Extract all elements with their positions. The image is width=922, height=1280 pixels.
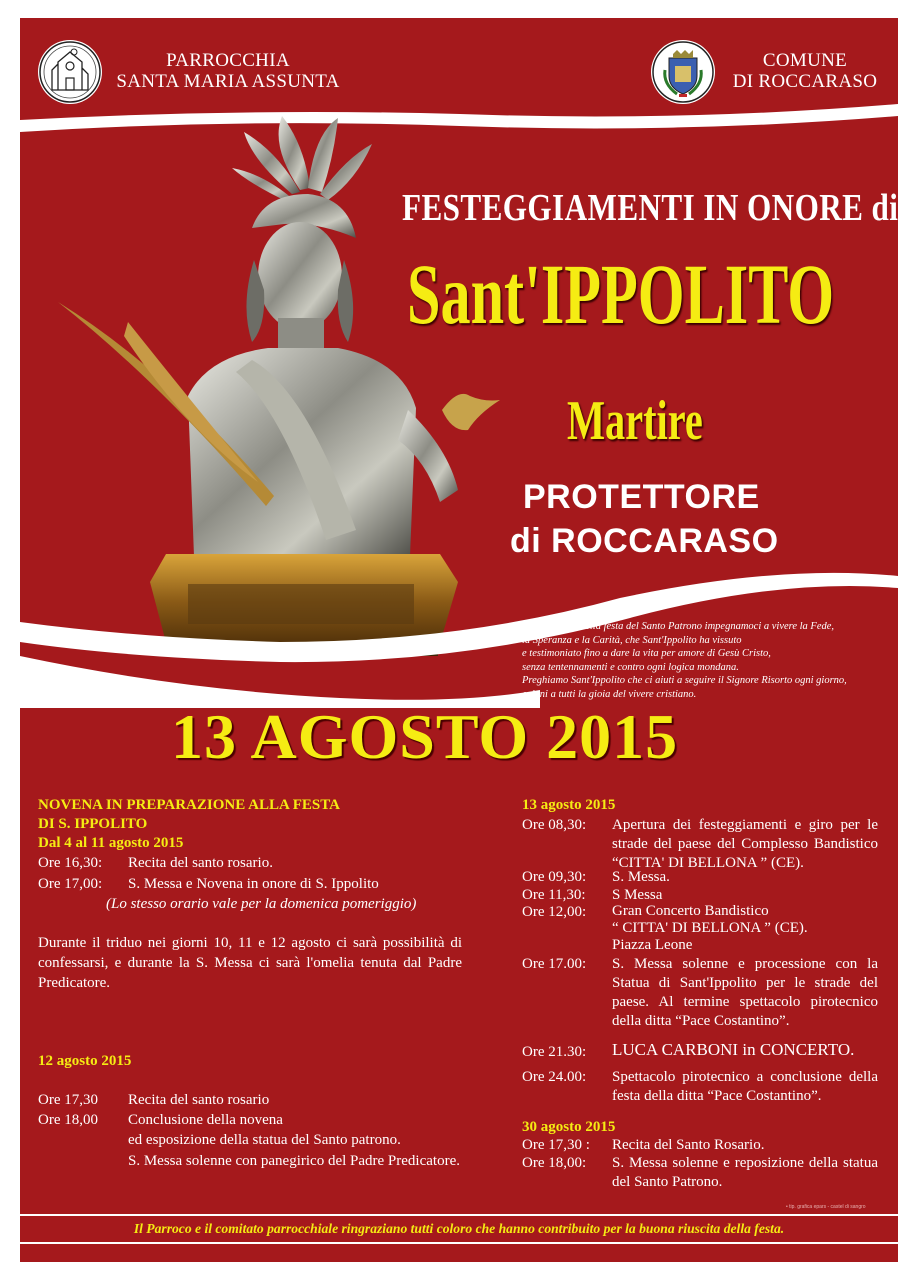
parish-name xyxy=(108,50,348,92)
parish-line1: PARROCCHIA xyxy=(166,50,290,71)
schedule-time: Ore 17,00: xyxy=(38,876,103,892)
day13-title: 13 agosto 2015 xyxy=(522,797,616,813)
schedule-desc: Recita del santo rosario. xyxy=(128,855,273,871)
footer-band xyxy=(20,1214,898,1244)
schedule-time: Ore 18,00 xyxy=(38,1112,98,1128)
main-date: 13 AGOSTO 2015 xyxy=(171,701,679,772)
prayer-line: In prossimità della festa del Santo Patrono impegnamoci a vivere la Fede, xyxy=(522,621,835,632)
prayer-line: e testimoniato fino a dare la vita per amore di Gesù Cristo, xyxy=(522,648,771,660)
schedule-time: Ore 17.00: xyxy=(522,956,587,972)
schedule-desc: S. Messa e Novena in onore di S. Ippolito xyxy=(128,876,379,892)
schedule-desc: Conclusione della novena xyxy=(128,1112,283,1128)
comune-coat-of-arms-icon xyxy=(651,40,715,104)
novena-dates: Dal 4 al 11 agosto 2015 xyxy=(38,835,184,851)
parish-line2: SANTA MARIA ASSUNTA xyxy=(116,71,340,92)
prayer-text xyxy=(522,620,847,702)
schedule-time: Ore 11,30: xyxy=(522,887,586,903)
printer-credit: • tip. grafica epars - castel di sangro xyxy=(786,1204,866,1210)
comune-line1: COMUNE xyxy=(762,50,848,71)
schedule-row xyxy=(38,1091,458,1110)
schedule-desc: S Messa xyxy=(612,887,663,903)
schedule-desc: Spettacolo pirotecnico a conclusione della festa della ditta “Pace Costantino”. xyxy=(612,1069,878,1104)
schedule-row xyxy=(38,1111,458,1130)
schedule-time: Ore 12,00: xyxy=(522,904,587,920)
schedule-continuation: ed esposizione della statua del Santo patrono. xyxy=(128,1132,401,1148)
schedule-time: Ore 24.00: xyxy=(522,1069,587,1085)
prayer-line: la Speranza e la Carità, che Sant'Ippolito ha vissuto xyxy=(522,634,742,646)
schedule-desc: S. Messa solenne e processione con la Statua di Sant'Ippolito per le strade del paese. Al termine spettacolo pirotecnico della ditta “Pace Costantino”. xyxy=(612,956,878,1029)
novena-title-line2: DI S. IPPOLITO xyxy=(38,816,148,832)
schedule-desc xyxy=(612,903,878,954)
schedule-time: Ore 18,00: xyxy=(522,1155,587,1171)
schedule-time: Ore 17,30 : xyxy=(522,1137,590,1153)
saint-name: Sant'IPPOLITO xyxy=(407,246,835,342)
day12-title: 12 agosto 2015 xyxy=(38,1053,132,1069)
schedule-desc-line: strade del paese del Complesso Bandistico xyxy=(612,836,878,852)
schedule-desc-line: Gran Concerto Bandistico xyxy=(612,903,769,919)
schedule-desc-line: Piazza Leone xyxy=(612,937,693,953)
day30-title: 30 agosto 2015 xyxy=(522,1119,616,1135)
concert-desc: LUCA CARBONI in CONCERTO. xyxy=(612,1040,855,1059)
schedule-desc: S. Messa. xyxy=(612,869,670,885)
schedule-row xyxy=(38,854,458,873)
schedule-desc-line: “ CITTA' DI BELLONA ” (CE). xyxy=(612,920,808,936)
schedule-continuation: S. Messa solenne con panegirico del Padre Predicatore. xyxy=(128,1153,460,1169)
schedule-time: Ore 21.30: xyxy=(522,1044,587,1060)
protettore-label: PROTETTORE xyxy=(523,478,760,516)
comune-line2: DI ROCCARASO xyxy=(732,71,878,92)
schedule-desc xyxy=(612,816,878,873)
schedule-desc-line: Apertura dei festeggiamenti e giro per le xyxy=(612,817,878,833)
triduo-paragraph: Durante il triduo nei giorni 10, 11 e 12 agosto ci sarà possibilità di confessarsi, e durante la S. Messa ci sarà l'omelia tenuta dal Padre Predicatore. xyxy=(38,935,462,991)
schedule-desc: S. Messa solenne e reposizione della statua del Santo Patrono. xyxy=(612,1155,878,1190)
prayer-line: e doni a tutti la gioia del vivere cristiano. xyxy=(522,688,697,700)
parish-church-logo-icon xyxy=(38,40,102,104)
footer-thanks: Il Parroco e il comitato parrocchiale ringraziano tutti coloro che hanno contribuito per la buona riuscita della festa. xyxy=(133,1221,785,1236)
poster xyxy=(20,18,898,1262)
schedule-time: Ore 08,30: xyxy=(522,817,587,833)
festivities-heading: FESTEGGIAMENTI IN ONORE di xyxy=(402,187,898,229)
schedule-time: Ore 17,30 xyxy=(38,1092,98,1108)
martire-label: Martire xyxy=(567,390,703,452)
schedule-time: Ore 09,30: xyxy=(522,869,587,885)
prayer-line: senza tentennamenti e contro ogni logica mondana. xyxy=(522,661,739,673)
novena-title xyxy=(38,796,340,853)
schedule-desc: Recita del santo rosario xyxy=(128,1092,270,1108)
novena-note: (Lo stesso orario vale per la domenica pomeriggio) xyxy=(106,896,417,912)
roccaraso-label: di ROCCARASO xyxy=(510,522,779,560)
comune-name xyxy=(720,50,890,92)
schedule-row xyxy=(38,875,458,894)
schedule-desc: Recita del Santo Rosario. xyxy=(612,1137,765,1153)
prayer-line: Preghiamo Sant'Ippolito che ci aiuti a seguire il Signore Risorto ogni giorno, xyxy=(522,675,847,687)
novena-title-line1: NOVENA IN PREPARAZIONE ALLA FESTA xyxy=(38,797,340,813)
schedule-desc-line: “CITTA' DI BELLONA ” (CE). xyxy=(612,855,804,871)
schedule-time: Ore 16,30: xyxy=(38,855,103,871)
